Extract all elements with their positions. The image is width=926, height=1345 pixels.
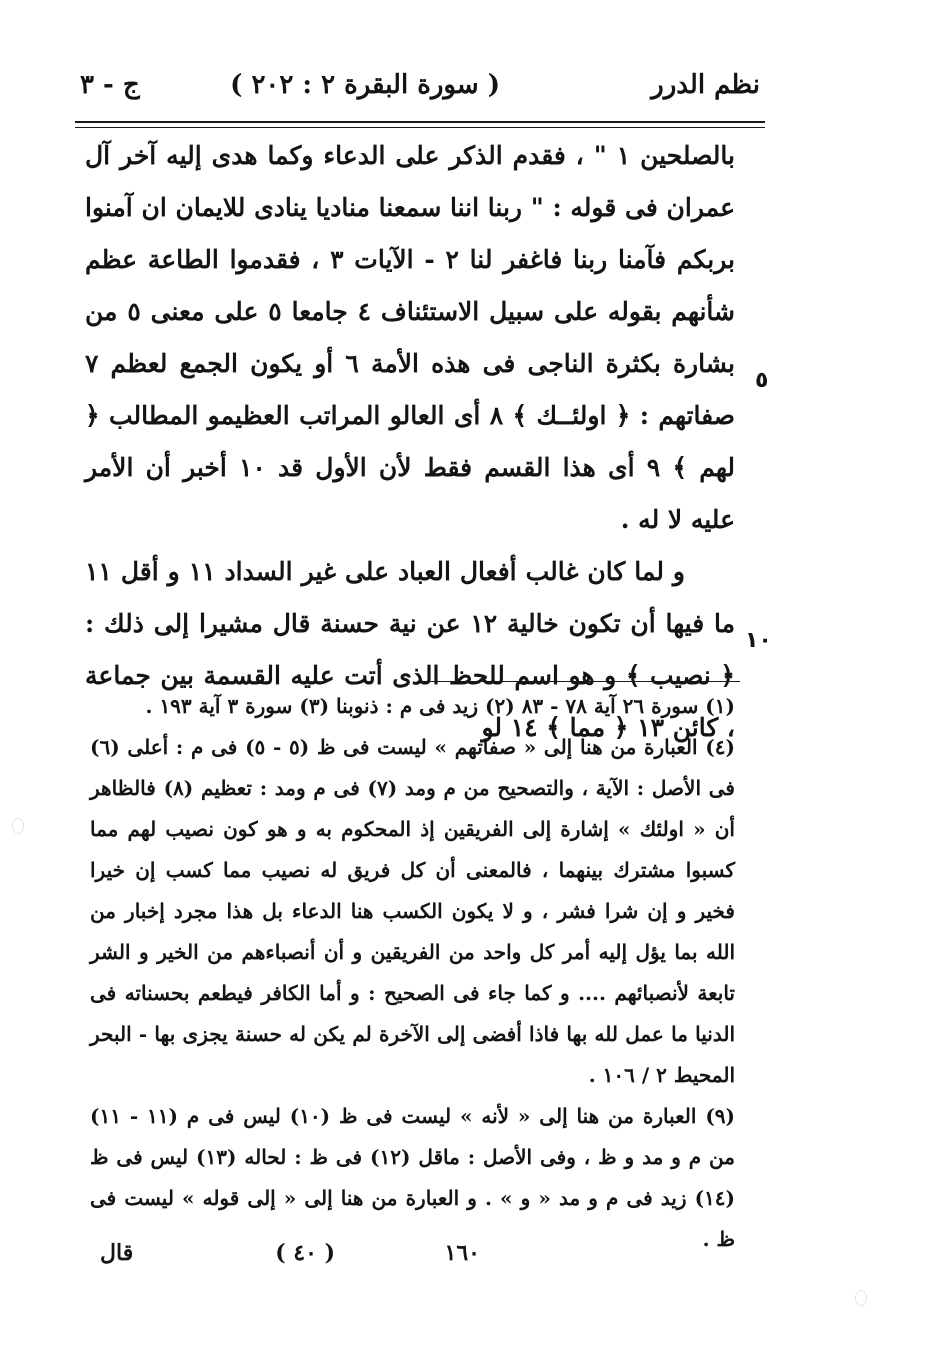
body-paragraph: بالصلحين ١ " ، فقدم الذكر على الدعاء وكما هدى إليه آخر آل عمران فى قوله : " ربنا اننا سمعنا مناديا ينادى للايمان ان آمنوا بربكم فآمنا ربنا فاغفر لنا ٢ - الآيات ٣ ، فقدموا الطاعة عظم شأنهم بقوله على سبيل الاستئناف ٤ جامعا ٥ على معنى ٥ من بشارة بكثرة الناجى فى هذه الأمة ٦ أو يكون الجمع لعظم ٧ صفاتهم : ﴿ اولئــك ﴾ ٨ أى العالو المراتب العظيمو المطالب ﴿ لهم ﴾ ٩ أى هذا القسم فقط لأن الأول قد ١٠ أخبر أن الأمر عليه لا له . [85, 141, 736, 534]
body-paragraph: و لما كان غالب أفعال العباد على غير السداد ١١ و أقل ١١ ما فيها أن تكون خالية ١٢ عن نية حسنة قال مشيرا إلى ذلك : ﴿ نصيب ﴾ و هو اسم للحظ الذى أتت عليه القسمة بين جماعة ، كائن ١٣ ﴿ مما ﴾ ١٤ لو [85, 557, 735, 742]
running-header [80, 70, 760, 110]
footnote-entry: (٤) العبارة من هنا إلى « صفاتهم » ليست فى ظ (٥ - ٥) فى م : أعلى (٦) فى الأصل : الآية ، والتصحيح من م ومد (٧) فى م ومد : تعظيم (٨) فالظاهر أن « اولئك » إشارة إلى الفريقين إذ المحكوم به و هو كون نصيب لهم مما كسبوا مشترك بينهما ، فالمعنى أن كل فريق له نصيب مما كسب إن خيرا فخير و إن شرا فشر ، و لا يكون الكسب هنا الدعاء بل هذا مجرد إخبار من الله بما يؤل إليه أمر كل واحد من الفريقين و أن أنصباءهم من الخير و الشر تابعة لأنصبائهم .... و كما جاء فى الصحيح : و أما الكافر فيطعم بحسناته فى الدنيا ما عمل لله بها فاذا أفضى إلى الآخرة لم يكن له حسنة يجزى بها - البحر المحيط ٢ / ١٠٦ . [90, 735, 735, 1087]
line-number: ١٠ [745, 628, 772, 653]
footnote-entry: (١) سورة ٢٦ آية ٧٨ - ٨٣ (٢) زيد فى م : ذنوبنا (٣) سورة ٣ آية ١٩٣ . [145, 694, 735, 718]
surah-reference: ( سورة البقرة ٢ : ٢٠٢ ) [230, 70, 500, 100]
page-footer [100, 1240, 760, 1276]
main-text [85, 130, 735, 754]
volume-label: ج - ٣ [80, 70, 140, 100]
footnote-entry: (٩) العبارة من هنا إلى « لأنه » ليست فى ظ (١٠) ليس فى م (١١ - ١١) من م و مد و ظ ، وفى الأصل : ماقل (١٢) فى ظ : لحاله (١٣) ليس فى ظ (١٤) زيد فى م و مد « و » . و العبارة من هنا إلى « إلى قوله » ليست فى ظ . [90, 1104, 735, 1251]
footnotes [90, 686, 735, 1260]
book-title: نظم الدرر [651, 70, 760, 100]
page-number: ١٦٠ [444, 1240, 480, 1266]
header-rule [75, 121, 765, 128]
signature-mark: ( ٤٠ ) [275, 1240, 335, 1266]
scan-speck [855, 1290, 867, 1306]
line-number: ٥ [755, 368, 769, 393]
catchword: قال [100, 1240, 134, 1266]
scan-speck [12, 818, 24, 834]
footnote-separator [420, 681, 740, 682]
